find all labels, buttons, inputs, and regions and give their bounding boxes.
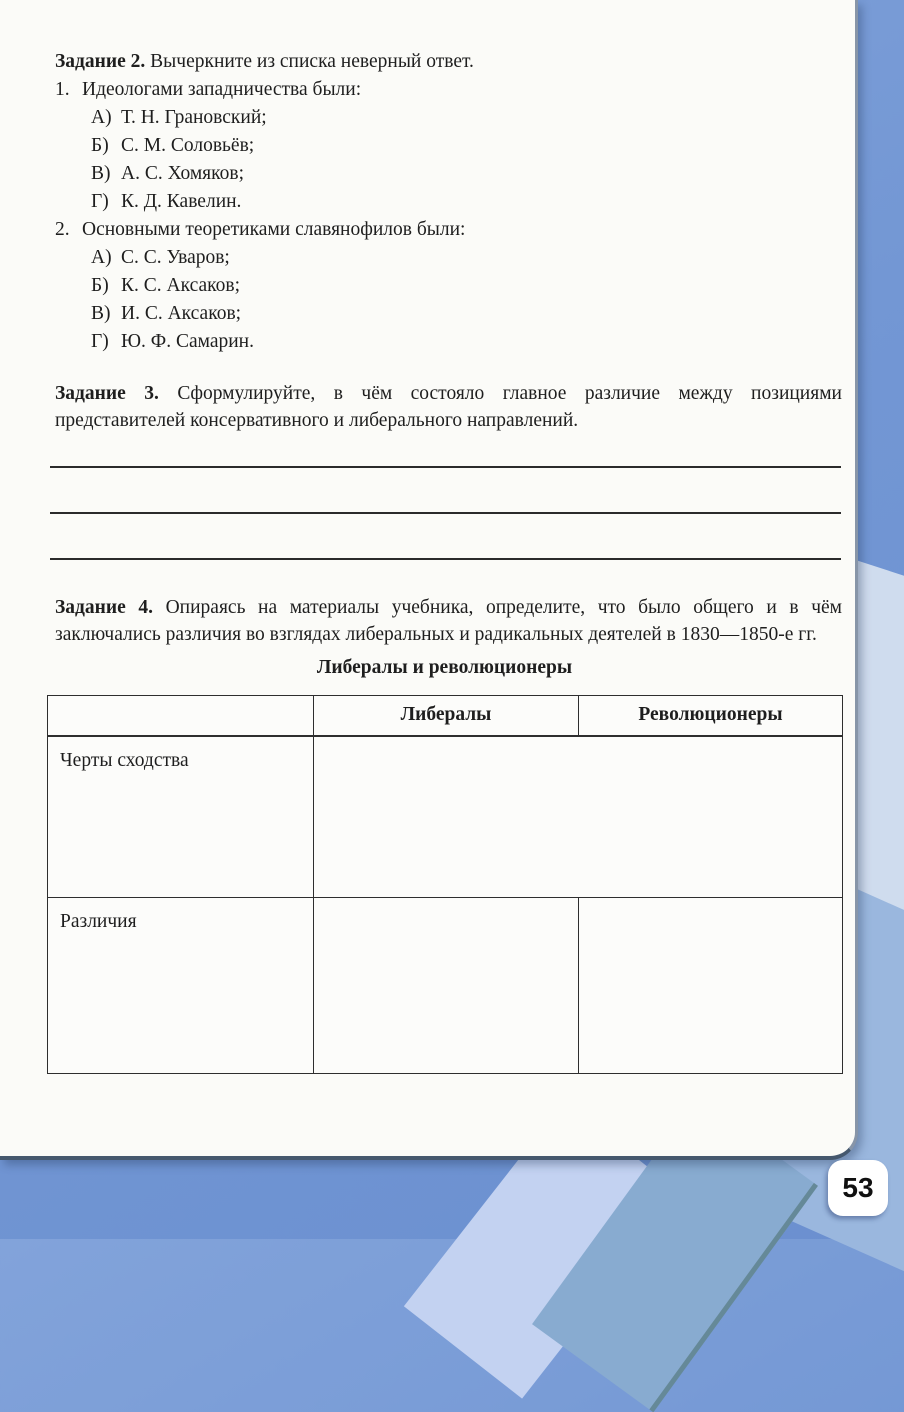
task-4-label: Задание 4.: [55, 597, 153, 618]
page-number: 53: [842, 1172, 874, 1203]
task-3-section: [55, 380, 842, 560]
task-2-section: [55, 48, 842, 356]
question-2-option-g: [55, 328, 842, 356]
task-3-answer-area: [50, 422, 841, 560]
column-header-liberals: Либералы: [314, 696, 579, 736]
task-3-instruction: Сформулируйте, в чём состояло главное различие между позициями представителей консервативного и либерального направлений.: [55, 383, 842, 431]
row-label-similarities: Черты сходства: [48, 736, 314, 898]
option-text: К. Д. Кавелин.: [121, 191, 242, 212]
option-letter: В): [91, 163, 111, 184]
differences-revolutionaries-cell: [579, 898, 843, 1074]
option-text: Ю. Ф. Самарин.: [121, 331, 254, 352]
option-letter: А): [91, 247, 112, 268]
option-letter: Б): [91, 275, 109, 296]
option-text: И. С. Аксаков;: [121, 303, 242, 324]
question-2-option-a: [55, 244, 842, 272]
liberals-revolutionaries-table: [47, 695, 843, 1074]
option-letter: Г): [91, 331, 109, 352]
question-2-number: 2.: [55, 219, 70, 240]
task-4-paragraph: [55, 594, 842, 648]
option-text: А. С. Хомяков;: [121, 163, 244, 184]
question-2: [55, 216, 842, 244]
table-row-differences: [48, 898, 843, 1074]
option-text: С. С. Уваров;: [121, 247, 230, 268]
column-header-revolutionaries: Революционеры: [579, 696, 843, 736]
option-text: С. М. Соловьёв;: [121, 135, 255, 156]
question-1-text: Идеологами западничества были:: [82, 79, 362, 100]
table-header-row: [48, 696, 843, 736]
option-letter: Б): [91, 135, 109, 156]
question-2-option-v: [55, 300, 842, 328]
question-1-option-g: [55, 188, 842, 216]
option-text: Т. Н. Грановский;: [121, 107, 267, 128]
differences-liberals-cell: [314, 898, 579, 1074]
task-2-label: Задание 2.: [55, 51, 146, 72]
option-letter: В): [91, 303, 111, 324]
task-2-instruction: Вычеркните из списка неверный ответ.: [150, 51, 474, 72]
task-3-label: Задание 3.: [55, 383, 159, 404]
option-letter: А): [91, 107, 112, 128]
question-2-option-b: [55, 272, 842, 300]
answer-rule-line: [50, 514, 841, 560]
question-1: [55, 76, 842, 104]
task-4-section: [55, 594, 842, 1074]
question-1-number: 1.: [55, 79, 70, 100]
page-number-badge: [828, 1160, 888, 1216]
task-4-instruction: Опираясь на материалы учебника, определите, что было общего и в чём заключались различия во взглядах либеральных и радикальных деятелей в 1830—1850-е гг.: [55, 597, 843, 645]
question-2-text: Основными теоретиками славянофилов были:: [82, 219, 466, 240]
row-label-differences: Различия: [48, 898, 314, 1074]
question-1-option-a: [55, 104, 842, 132]
answer-rule-line: [50, 468, 841, 514]
option-letter: Г): [91, 191, 109, 212]
task-2-heading: [55, 48, 842, 76]
similarities-answer-cell: [314, 736, 843, 898]
table-corner-cell: [48, 696, 314, 736]
option-text: К. С. Аксаков;: [121, 275, 240, 296]
table-title: Либералы и революционеры: [316, 657, 573, 678]
question-1-option-v: [55, 160, 842, 188]
question-1-option-b: [55, 132, 842, 160]
table-row-similarities: [48, 736, 843, 898]
